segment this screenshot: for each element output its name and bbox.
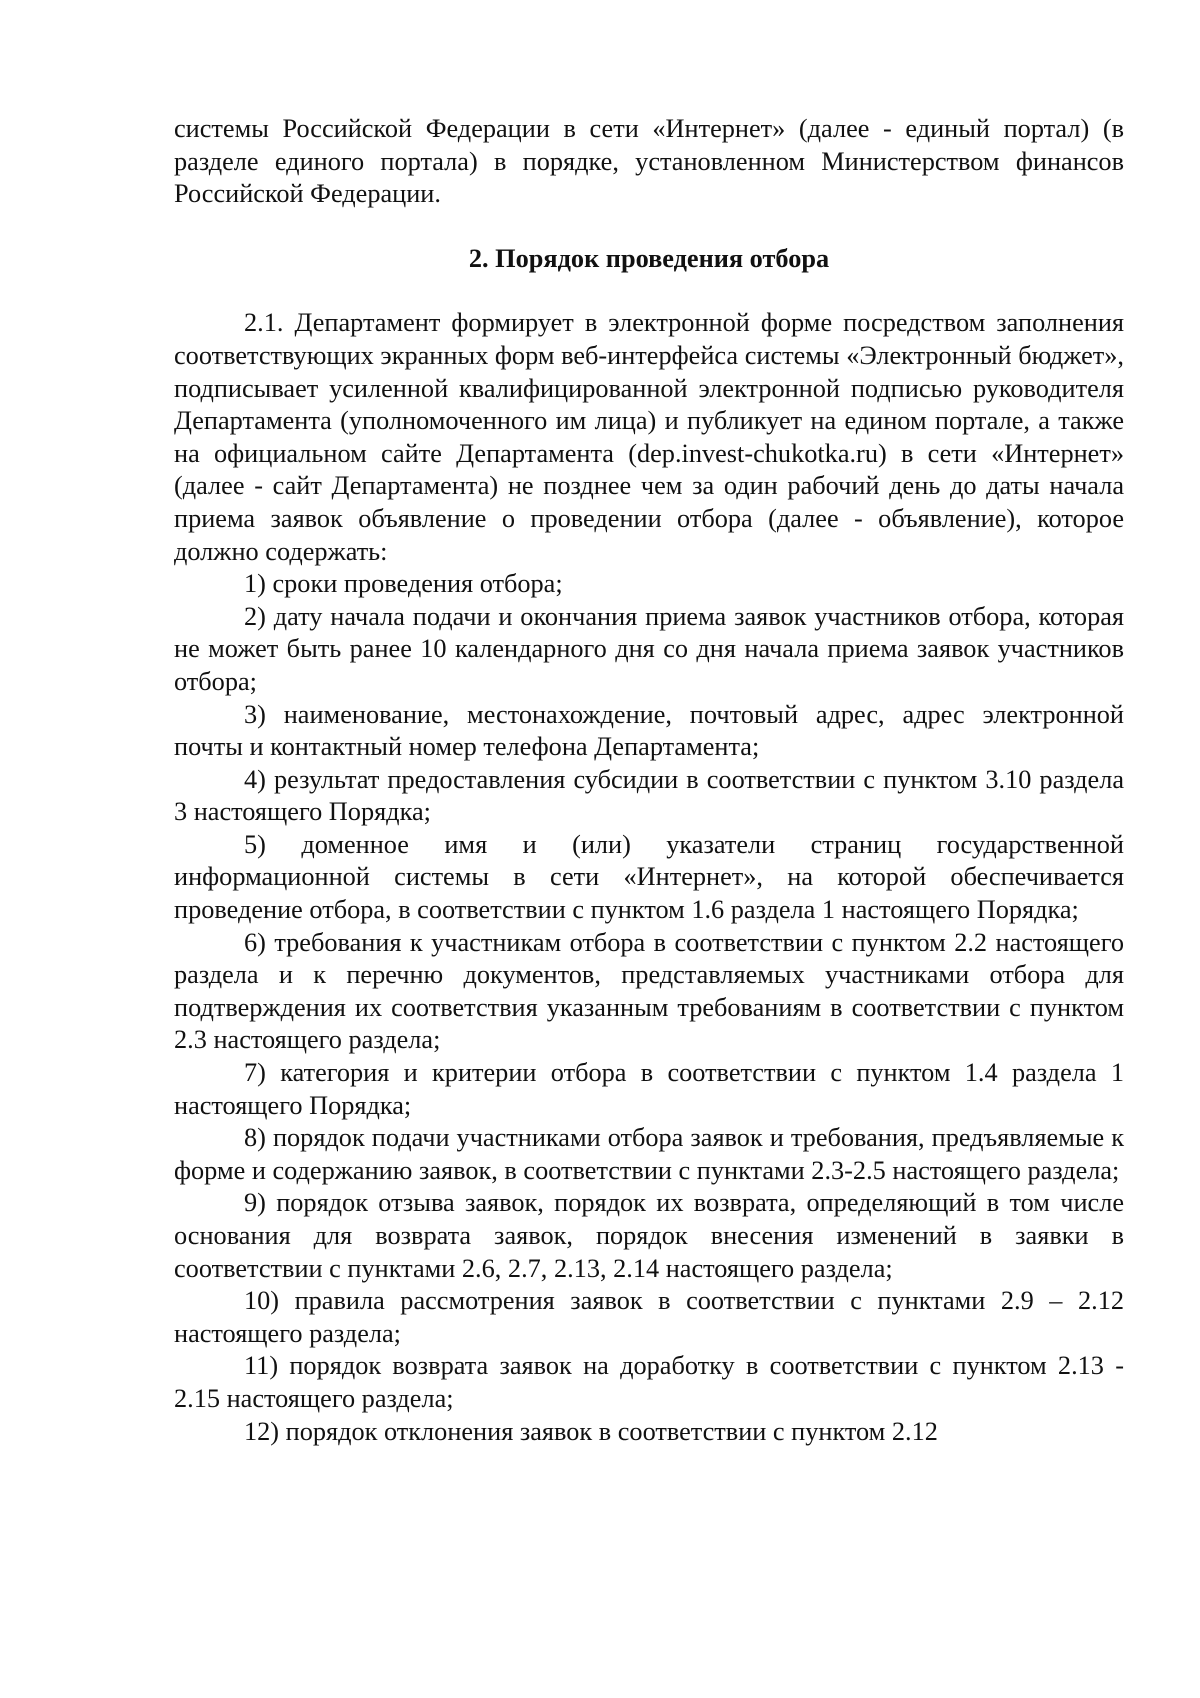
section-title: 2. Порядок проведения отбора (468, 243, 830, 273)
list-item-12: 12) порядок отклонения заявок в соответствии с пунктом 2.12 (244, 1416, 938, 1446)
list-item-3: 3) наименование, местонахождение, почтовый адрес, адрес электронной почты и контактный номер телефона Департамента; (174, 699, 1124, 762)
list-item-4: 4) результат предоставления субсидии в соответствии с пунктом 3.10 раздела 3 настоящего Порядка; (174, 764, 1124, 827)
list-item-10: 10) правила рассмотрения заявок в соответствии с пунктами 2.9 – 2.12 настоящего раздела; (174, 1286, 1124, 1348)
paragraph-2-1: 2.1. Департамент формирует в электронной форме посредством заполнения соответствующих экранных форм веб-интерфейса системы «Электронный бюджет», подписывает усиленной квалифицированной электронной подписью руководителя Департамента (уполномоченного им лица) и публикует на едином портале, а также на официальном сайте Департамента (dep.invest-chukotka.ru) в сети «Интернет» (далее - сайт Департамента) не позднее чем за один рабочий день до даты начала приема заявок объявление о проведении отбора (далее - объявление), которое должно содержать: (174, 308, 1124, 566)
list-item-11: 11) порядок возврата заявок на доработку в соответствии с пунктом 2.13 - 2.15 настоящего раздела; (174, 1351, 1124, 1413)
list-item-7: 7) категория и критерии отбора в соответствии с пунктом 1.4 раздела 1 настоящего Порядка; (174, 1058, 1124, 1120)
intro-paragraph: системы Российской Федерации в сети «Интернет» (далее - единый портал) (в разделе единого портала) в порядке, установленном Министерством финансов Российской Федерации. (174, 114, 1124, 209)
list-item-1: 1) сроки проведения отбора; (244, 569, 563, 599)
document-page (174, 113, 1124, 1448)
list-item-2: 2) дату начала подачи и окончания приема заявок участников отбора, которая не может быть ранее 10 календарного дня со дня начала приема заявок участников отбора; (174, 601, 1124, 696)
list-item-6: 6) требования к участникам отбора в соответствии с пунктом 2.2 настоящего раздела и к перечню документов, представляемых участниками отбора для подтверждения их соответствия указанным требованиям в соответствии с пунктом 2.3 настоящего раздела; (174, 927, 1124, 1055)
list-item-8: 8) порядок подачи участниками отбора заявок и требования, предъявляемые к форме и содержанию заявок, в соответствии с пунктами 2.3-2.5 настоящего раздела; (174, 1123, 1124, 1185)
list-item-9: 9) порядок отзыва заявок, порядок их возврата, определяющий в том числе основания для возврата заявок, порядок внесения изменений в заявки в соответствии с пунктами 2.6, 2.7, 2.13, 2.14 настоящего раздела; (174, 1188, 1124, 1283)
list-item-5: 5) доменное имя и (или) указатели страниц государственной информационной системы в сети «Интернет», на которой обеспечивается проведение отбора, в соответствии с пунктом 1.6 раздела 1 настоящего Порядка; (174, 829, 1124, 925)
